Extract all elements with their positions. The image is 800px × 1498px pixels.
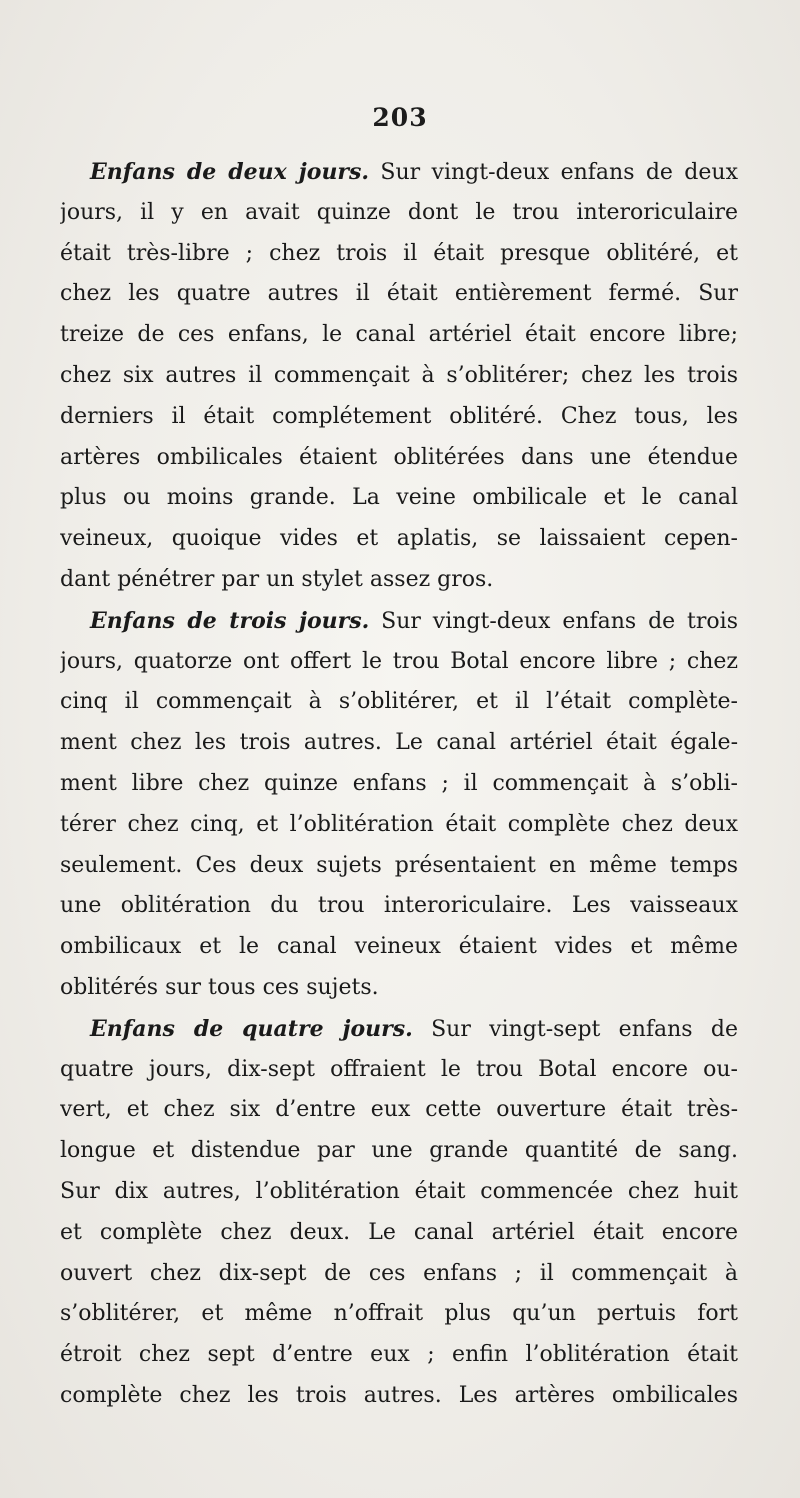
line-text: Sur dix autres, l’oblitération était commencée chez huit (60, 1178, 738, 1204)
text-line (60, 886, 738, 927)
text-line (60, 315, 738, 356)
line-text: une oblitération du trou interoriculaire. Les vaisseaux (60, 893, 738, 919)
line-text: seulement. Ces deux sujets présentaient en même temps (60, 852, 738, 878)
line-text: chez six autres il commençait à s’oblitérer; chez les trois (60, 362, 738, 388)
section-heading: Enfans de quatre jours. (90, 1015, 413, 1042)
text-line (60, 1213, 738, 1254)
line-text: artères ombilicales étaient oblitérées dans une étendue (60, 444, 738, 470)
line-text: ombilicaux et le canal veineux étaient vides et même (60, 934, 738, 960)
line-text: Sur vingt-deux enfans de deux (369, 160, 738, 185)
line-text: ment libre chez quinze enfans ; il commençait à s’obli- (60, 770, 738, 796)
text-line (60, 682, 738, 723)
line-text: plus ou moins grande. La veine ombilicale et le canal (60, 485, 738, 511)
line-text: Sur vingt-deux enfans de trois (369, 608, 738, 634)
text-line (60, 234, 738, 275)
line-text: s’oblitérer, et même n’offrait plus qu’un pertuis fort (60, 1301, 738, 1327)
line-text: térer chez cinq, et l’oblitération était complète chez deux (60, 811, 738, 837)
text-line (60, 805, 738, 846)
text-line (60, 1376, 738, 1417)
text-line (60, 519, 738, 560)
line-text: chez les quatre autres il était entièrement fermé. Sur (60, 281, 738, 307)
text-line (60, 1254, 738, 1295)
text-line (60, 1050, 738, 1091)
line-text: vert, et chez six d’entre eux cette ouverture était très- (60, 1097, 738, 1123)
text-line (60, 642, 738, 683)
text-line (60, 1090, 738, 1131)
line-text: quatre jours, dix-sept offraient le trou Botal encore ou- (60, 1056, 738, 1082)
text-line (60, 560, 738, 601)
line-text: complète chez les trois autres. Les artères ombilicales (60, 1382, 738, 1408)
line-text: veineux, quoique vides et aplatis, se laissaient cepen- (60, 526, 738, 552)
text-line (60, 601, 738, 642)
line-text: ment chez les trois autres. Le canal artériel était égale- (60, 730, 738, 756)
line-text: étroit chez sept d’entre eux ; enfin l’oblitération était (60, 1342, 738, 1368)
section-heading: Enfans de deux jours. (90, 159, 370, 185)
line-text: ouvert chez dix-sept de ces enfans ; il commençait à (60, 1260, 738, 1286)
section-heading: Enfans de trois jours. (90, 607, 370, 634)
text-line (60, 846, 738, 887)
text-line (60, 356, 738, 397)
line-text: et complète chez deux. Le canal artériel était encore (60, 1219, 738, 1245)
line-text: treize de ces enfans, le canal artériel était encore libre; (60, 322, 738, 348)
line-text: oblitérés sur tous ces sujets. (60, 974, 379, 1000)
line-text: derniers il était complétement oblitéré. Chez tous, les (60, 403, 738, 429)
text-line (60, 1009, 738, 1050)
text-line (60, 478, 738, 519)
text-line (60, 438, 738, 479)
text-line (60, 193, 738, 234)
page-number: 203 (372, 103, 428, 132)
text-line (60, 152, 738, 193)
text-line (60, 397, 738, 438)
text-line (60, 1172, 738, 1213)
line-text: dant pénétrer par un stylet assez gros. (60, 566, 494, 592)
line-text: Sur vingt-sept enfans de (412, 1016, 738, 1042)
text-line (60, 723, 738, 764)
text-line (60, 764, 738, 805)
line-text: longue et distendue par une grande quantité de sang. (60, 1138, 738, 1164)
text-line (60, 1131, 738, 1172)
line-text: jours, il y en avait quinze dont le trou interoriculaire (60, 199, 738, 225)
text-line (60, 968, 738, 1009)
text-line (60, 927, 738, 968)
line-text: était très-libre ; chez trois il était presque oblitéré, et (60, 240, 738, 266)
text-line (60, 1294, 738, 1335)
text-line (60, 274, 738, 315)
text-line (60, 1335, 738, 1376)
body-text (60, 152, 738, 1417)
line-text: cinq il commençait à s’oblitérer, et il l’était complète- (60, 689, 738, 715)
line-text: jours, quatorze ont offert le trou Botal encore libre ; chez (60, 648, 738, 674)
